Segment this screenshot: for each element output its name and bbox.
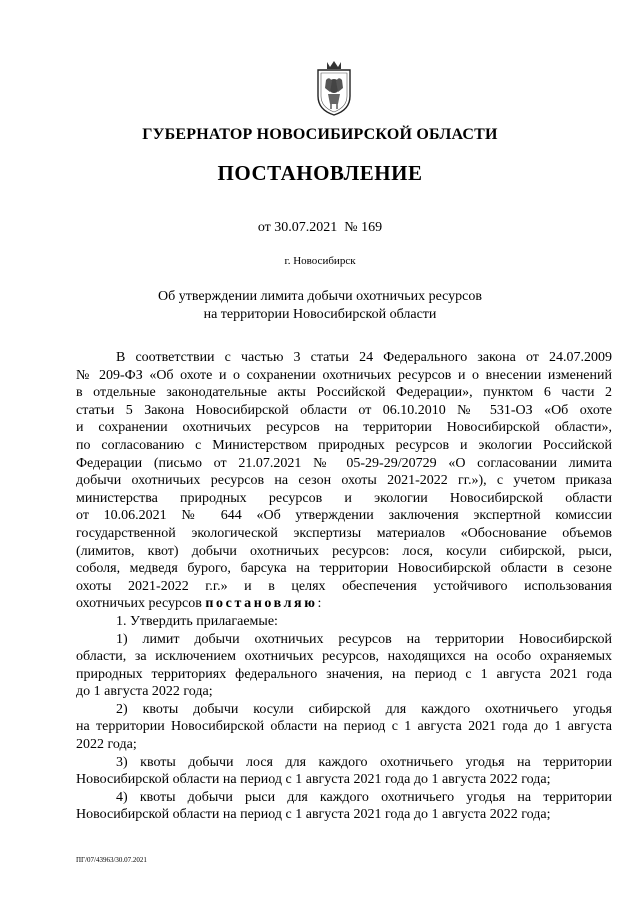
- document-date-number: от 30.07.2021 № 169: [257, 220, 383, 235]
- decree-keyword: постановляю: [205, 596, 318, 612]
- body-line: В соответствии с частью 3 статьи 24 Федерального закона от 24.07.2009: [116, 350, 612, 365]
- body-line: (лимитов, квот) добычи охотничьих ресурсов: лося, косули сибирской, рыси,: [76, 543, 612, 559]
- coat-of-arms-emblem: [313, 58, 355, 118]
- subitem-2: [76, 701, 612, 754]
- document-subject: [0, 288, 640, 324]
- body-line: 4) квоты добычи рыси для каждого охотничьего угодья на территории: [116, 789, 612, 805]
- subject-line-1: Об утверждении лимита добычи охотничьих ресурсов: [158, 289, 482, 304]
- subitem-3: [76, 754, 612, 789]
- issuing-city: г. Новосибирск: [284, 255, 356, 267]
- document-registration-ref: ПГ/07/43963/30.07.2021: [76, 856, 147, 864]
- body-line: [76, 595, 612, 613]
- body-line: Федерации (письмо от 21.07.2021 № 05-29-29/20729 «О согласовании лимита: [76, 455, 612, 471]
- body-line: на территории Новосибирской области на период с 1 августа 2021 года до 1 августа: [76, 719, 612, 735]
- body-line: по согласованию с Министерством природных ресурсов и экологии Российской: [76, 437, 612, 453]
- body-line: в отдельные законодательные акты Российской Федерации», пунктом 6 части 2: [76, 385, 612, 401]
- issuing-authority: ГУБЕРНАТОР НОВОСИБИРСКОЙ ОБЛАСТИ: [142, 126, 498, 143]
- item-1-heading: 1. Утвердить прилагаемые:: [116, 613, 278, 629]
- body-line: от 10.06.2021 № 644 «Об утверждении заключения экспертной комиссии: [76, 508, 612, 524]
- body-line: соболя, медведя бурого, барсука на территории Новосибирской области в сезоне: [76, 561, 612, 577]
- body-line: 1) лимит добычи охотничьих ресурсов на территории Новосибирской: [116, 631, 612, 647]
- body-line: и сохранении охотничьих ресурсов на территории Новосибирской области»,: [76, 420, 612, 436]
- body-line: Новосибирской области на период с 1 августа 2021 года до 1 августа 2022 года;: [76, 807, 551, 823]
- body-line: охоты 2021-2022 г.г.» и в целях обеспечения устойчивого использования: [76, 578, 612, 594]
- body-line: до 1 августа 2022 года;: [76, 684, 213, 700]
- document-body: [76, 349, 612, 824]
- body-line: № 209-ФЗ «Об охоте и о сохранении охотничьих ресурсов и о внесении изменений: [76, 367, 612, 383]
- body-text: охотничьих ресурсов: [76, 596, 206, 612]
- coat-of-arms-icon: [313, 58, 355, 118]
- subject-line-2: на территории Новосибирской области: [203, 307, 437, 322]
- body-line: Новосибирской области на период с 1 августа 2021 года до 1 августа 2022 года;: [76, 772, 551, 788]
- body-line: 3) квоты добычи лося для каждого охотничьего угодья на территории: [116, 754, 612, 770]
- body-line: области, за исключением охотничьих ресурсов, находящихся на особо охраняемых: [76, 649, 612, 665]
- body-line: природных территориях федерального значения, на период с 1 августа 2021 года: [76, 666, 612, 682]
- body-line: министерства природных ресурсов и экологии Новосибирской области: [76, 490, 612, 506]
- document-type-title: ПОСТАНОВЛЕНИЕ: [217, 161, 423, 185]
- body-line: 2) квоты добычи косули сибирской для каждого охотничьего угодья: [116, 701, 612, 717]
- body-line: добычи охотничьих ресурсов на сезон охоты 2021-2022 гг.»), с учетом приказа: [76, 473, 612, 489]
- body-text: :: [317, 596, 322, 612]
- subitem-4: [76, 789, 612, 824]
- body-line: государственной экологической экспертизы материалов «Обоснование объемов: [76, 525, 612, 541]
- preamble-paragraph: [76, 349, 612, 613]
- body-line: 2022 года;: [76, 737, 137, 753]
- subitem-1: [76, 631, 612, 701]
- body-line: статьи 5 Закона Новосибирской области от 06.10.2010 № 531-ОЗ «Об охоте: [76, 402, 612, 418]
